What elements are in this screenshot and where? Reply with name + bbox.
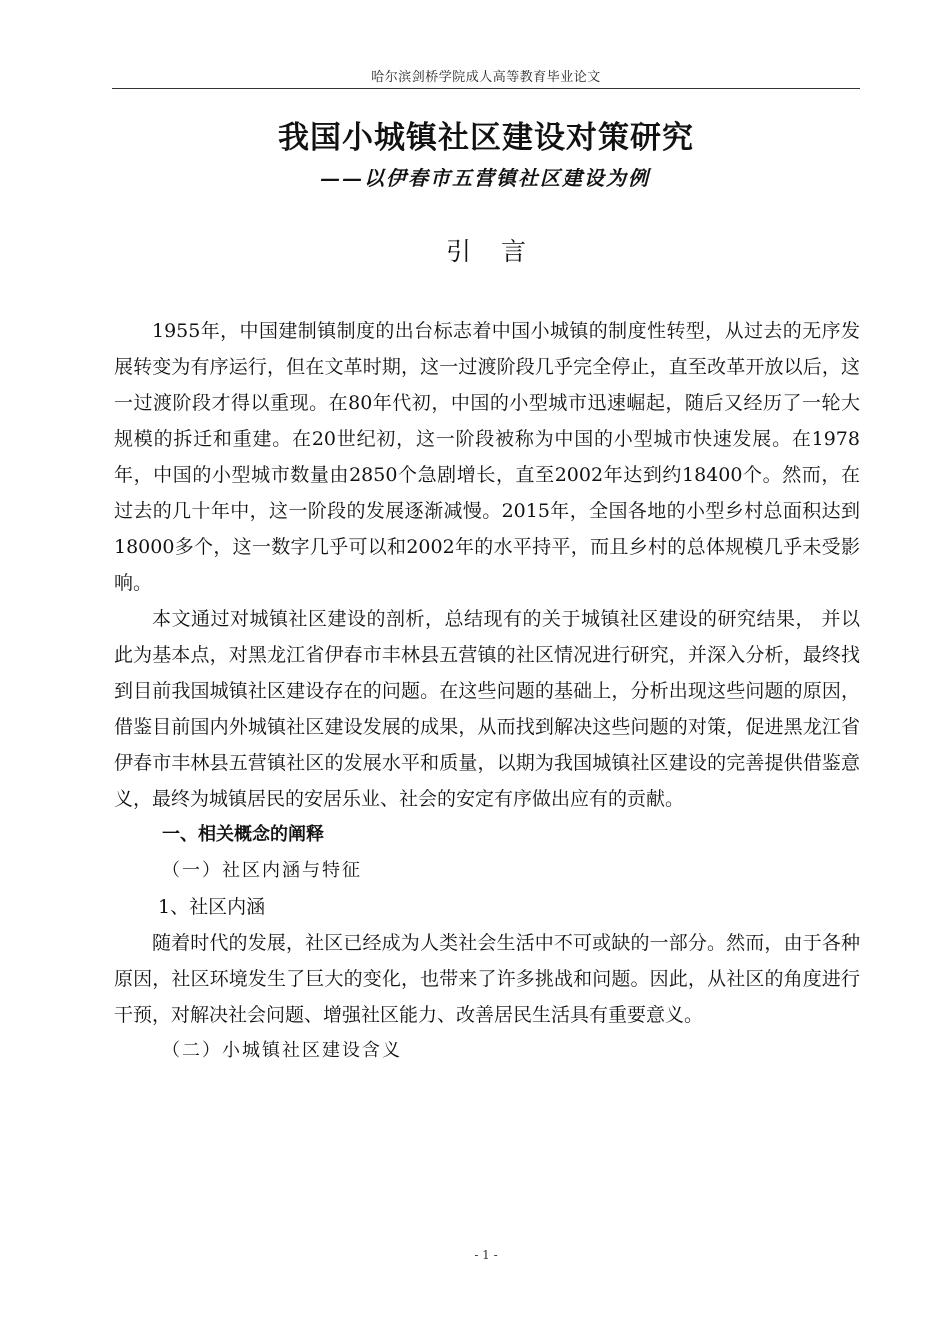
page-number: - 1 - [474,1248,498,1262]
running-header: 哈尔滨剑桥学院成人高等教育毕业论文 [371,70,601,85]
paragraph: 本文通过对城镇社区建设的剖析，总结现有的关于城镇社区建设的研究结果， 并以此为基本点，对黑龙江省伊春市丰林县五营镇的社区情况进行研究，并深入分析，最终找到目前我国城镇社区建设存在的问题。在这些问题的基础上，分析出现这些问题的原因，借鉴目前国内外城镇社区建设发展的成果，从而找到解决这些问题的对策，促进黑龙江省伊春市丰林县五营镇社区的发展水平和质量，以期为我国城镇社区建设的完善提供借鉴意义，最终为城镇居民的安居乐业、社会的安定有序做出应有的贡献。 [114,608,860,810]
subsection-heading: （二）小城镇社区建设含义 [162,1040,402,1061]
paper-title: 我国小城镇社区建设对策研究 [278,120,694,156]
paragraph: 1955年，中国建制镇制度的出台标志着中国小城镇的制度性转型，从过去的无序发展转变为有序运行，但在文革时期，这一过渡阶段几乎完全停止，直至改革开放以后，这一过渡阶段才得以重现。在80年代初，中国的小型城市迅速崛起，随后又经历了一轮大规模的拆迁和重建。在20世纪初，这一阶段被称为中国的小型城市快速发展。在1978年，中国的小型城市数量由2850个急剧增长，直至2002年达到约18400个。然而，在过去的几十年中，这一阶段的发展逐渐减慢。2015年，全国各地的小型乡村总面积达到18000多个，这一数字几乎可以和2002年的水平持平，而且乡村的总体规模几乎未受影响。 [114,320,860,594]
paragraph: 随着时代的发展，社区已经成为人类社会生活中不可或缺的一部分。然而，由于各种原因，社区环境发生了巨大的变化，也带来了许多挑战和问题。因此，从社区的角度进行干预，对解决社会问题、增强社区能力、改善居民生活具有重要意义。 [114,932,860,1026]
subsection-heading: （一）社区内涵与特征 [162,860,362,881]
body-text [114,313,860,1069]
introduction-heading: 引言 [445,237,556,266]
header-divider [112,88,860,89]
paper-subtitle: ——以伊春市五营镇社区建设为例 [320,166,650,190]
section-heading: 一、相关概念的阐释 [162,824,324,845]
item-heading: 1、社区内涵 [158,896,266,918]
